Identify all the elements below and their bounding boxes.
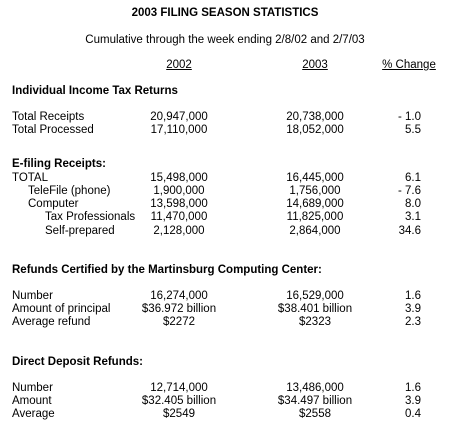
row-label-number: Number (12, 290, 53, 302)
column-header-change: % Change (382, 59, 436, 71)
page-subtitle: Cumulative through the week ending 2/8/02 and 2/7/03 (85, 34, 365, 46)
column-header-2002: 2002 (166, 59, 192, 71)
row-value-2002: 11,470,000 (150, 211, 208, 223)
row-value-change: 1.6 (405, 382, 421, 394)
section-heading-direct-deposit: Direct Deposit Refunds: (12, 356, 143, 368)
row-label-efile-total: TOTAL (12, 172, 48, 184)
row-value-change: 0.4 (405, 408, 421, 420)
row-value-2002: 1,900,000 (153, 185, 205, 197)
section-heading-efiling: E-filing Receipts: (12, 158, 106, 170)
row-value-2002: $2549 (163, 408, 195, 420)
row-value-change: 3.9 (405, 395, 421, 407)
row-label-amount-of-principal: Amount of principal (12, 303, 111, 315)
section-heading-individual-returns: Individual Income Tax Returns (12, 85, 178, 97)
row-value-change: 6.1 (405, 172, 421, 184)
row-label-self-prepared: Self-prepared (45, 225, 115, 237)
row-value-2003: 18,052,000 (286, 124, 344, 136)
row-value-change: 5.5 (405, 124, 421, 136)
row-label-telefile: TeleFile (phone) (28, 185, 111, 197)
row-value-2002: 12,714,000 (150, 382, 208, 394)
row-label-computer: Computer (28, 198, 79, 210)
row-value-2003: 20,738,000 (286, 111, 344, 123)
row-value-2003: 2,864,000 (289, 225, 341, 237)
row-value-2002: 20,947,000 (150, 111, 208, 123)
row-label-number: Number (12, 382, 53, 394)
row-value-2002: $36.972 billion (141, 303, 217, 315)
row-value-change: 3.1 (405, 211, 421, 223)
row-value-2002: 2,128,000 (153, 225, 205, 237)
row-value-change: 3.9 (405, 303, 421, 315)
row-label-total-processed: Total Processed (12, 124, 94, 136)
row-value-2003: 11,825,000 (286, 211, 344, 223)
row-value-2003: $34.497 billion (277, 395, 353, 407)
row-label-average-refund: Average refund (12, 316, 91, 328)
row-value-2003: 16,445,000 (286, 172, 344, 184)
row-value-change: 1.6 (405, 290, 421, 302)
row-value-change: - 1.0 (397, 111, 421, 123)
row-value-2003: $2558 (299, 408, 331, 420)
page-title: 2003 FILING SEASON STATISTICS (131, 7, 319, 19)
row-label-average: Average (12, 408, 55, 420)
row-value-2002: 16,274,000 (150, 290, 208, 302)
row-value-2002: $32.405 billion (141, 395, 217, 407)
row-value-change: 2.3 (405, 316, 421, 328)
row-value-change: 8.0 (405, 198, 421, 210)
column-header-2003: 2003 (302, 59, 328, 71)
row-label-total-receipts: Total Receipts (12, 111, 85, 123)
row-value-2003: 13,486,000 (286, 382, 344, 394)
row-value-2002: 15,498,000 (150, 172, 208, 184)
row-value-2002: 17,110,000 (150, 124, 208, 136)
row-value-change: - 7.6 (397, 185, 421, 197)
row-value-2002: $2272 (163, 316, 195, 328)
row-label-amount: Amount (12, 395, 52, 407)
row-value-2003: 16,529,000 (286, 290, 344, 302)
row-value-2003: $2323 (299, 316, 331, 328)
row-value-change: 34.6 (398, 225, 421, 237)
row-value-2003: 14,689,000 (286, 198, 344, 210)
section-heading-refunds-certified: Refunds Certified by the Martinsburg Computing Center: (12, 264, 322, 276)
row-label-tax-professionals: Tax Professionals (45, 211, 136, 223)
row-value-2003: 1,756,000 (289, 185, 341, 197)
row-value-2002: 13,598,000 (150, 198, 208, 210)
row-value-2003: $38.401 billion (277, 303, 353, 315)
